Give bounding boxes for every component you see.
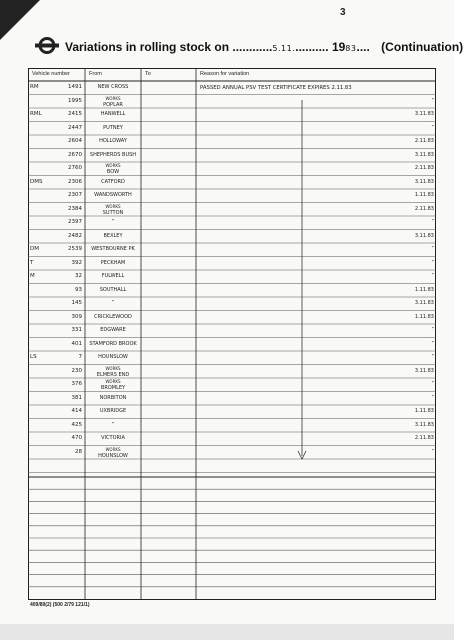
vehicle-type: T [30, 259, 34, 266]
vehicle-number: 470 [71, 435, 82, 441]
from-location: ELMERS END [96, 371, 130, 378]
from-location: BROMLEY [100, 385, 126, 391]
expiry-date: 2.11.83 [414, 435, 434, 441]
vehicle-number: 1995 [68, 97, 82, 104]
table-row [28, 135, 436, 149]
title-date: 5.11. [272, 44, 296, 53]
from-location: BOW [106, 169, 120, 175]
table-row [28, 365, 436, 379]
title-year-prefix: 19 [331, 40, 346, 54]
from-prefix: WORKS [105, 95, 121, 101]
vehicle-type: LS [30, 354, 37, 360]
from-location: POPLAR [103, 101, 123, 108]
table-row [28, 351, 436, 365]
vehicle-type [30, 365, 50, 379]
vehicle-type [30, 311, 50, 325]
table-row [28, 405, 436, 419]
vehicle-number: 2384 [68, 205, 82, 212]
from-garage: PUTNEY [103, 124, 123, 131]
vehicle-type: DM [30, 246, 39, 252]
table-row [28, 243, 436, 257]
expiry-date: ” [431, 124, 434, 131]
from-garage: HOUNSLOW [98, 354, 128, 360]
vehicle-type [30, 338, 50, 352]
expiry-date: 2.11.83 [414, 165, 434, 171]
table-row [28, 203, 436, 217]
vehicle-type [30, 189, 50, 203]
expiry-date: 3.11.83 [414, 151, 434, 158]
table-row [28, 108, 436, 122]
table-row [28, 95, 436, 109]
page-number: 3 [340, 7, 346, 18]
title-year: 83 [345, 44, 357, 53]
expiry-date: 2.11.83 [414, 138, 434, 144]
table-row [28, 176, 436, 190]
expiry-date: 1.11.83 [414, 192, 434, 198]
vehicle-type: RM [30, 84, 39, 90]
title-continuation: (Continuation) [381, 40, 463, 54]
vehicle-type [30, 216, 50, 230]
expiry-date: ” [431, 381, 434, 387]
page-bottom-edge [0, 624, 454, 640]
vehicle-number: 93 [75, 286, 82, 293]
from-prefix: WORKS [105, 203, 121, 209]
vehicle-number: 2604 [68, 138, 82, 144]
from-garage: VICTORIA [101, 435, 125, 441]
vehicle-type [30, 230, 50, 244]
from-garage: FULWELL [101, 273, 125, 279]
from-garage: BEXLEY [103, 232, 123, 239]
column-header-reason: Reason for variation [200, 71, 250, 77]
from-garage: CRICKLEWOOD [94, 313, 132, 320]
from-garage: NORBITON [99, 394, 127, 401]
vehicle-type [30, 135, 50, 149]
from-location: SUTTON [102, 209, 124, 216]
column-header-to: To [145, 71, 151, 77]
vehicle-number: 145 [71, 300, 82, 306]
from-garage: NEW CROSS [97, 84, 129, 90]
table-row [28, 81, 436, 95]
column-header-vehicle: Vehicle number [32, 71, 70, 77]
vehicle-number: 2306 [68, 178, 82, 185]
table-row [28, 149, 436, 163]
vehicle-type [30, 95, 50, 109]
from-garage: HANWELL [100, 111, 126, 117]
table-row [28, 378, 436, 392]
vehicle-type [30, 297, 50, 311]
table-row [28, 297, 436, 311]
table-row [28, 446, 436, 460]
table-row [28, 311, 436, 325]
vehicle-number: 376 [71, 381, 82, 387]
from-garage [86, 446, 140, 460]
from-garage: EDGWARE [100, 327, 126, 333]
expiry-date: ” [431, 259, 434, 266]
from-garage: PECKHAM [100, 259, 126, 266]
vehicle-number: 425 [71, 421, 82, 428]
vehicle-number: 28 [75, 448, 82, 455]
expiry-date: ” [431, 327, 434, 333]
vehicle-number: 381 [71, 394, 82, 401]
vehicle-number: 2397 [68, 219, 82, 225]
from-prefix: WORKS [105, 365, 121, 371]
table-row [28, 324, 436, 338]
table-row [28, 216, 436, 230]
expiry-date: 1.11.83 [414, 313, 434, 320]
expiry-date: ” [431, 354, 434, 360]
table-row [28, 122, 436, 136]
from-prefix: WORKS [105, 446, 121, 452]
vehicle-type: DMS [30, 178, 43, 185]
expiry-date [380, 81, 434, 95]
expiry-date: 3.11.83 [414, 367, 434, 374]
vehicle-number: 2447 [68, 124, 82, 131]
expiry-date: 3.11.83 [414, 111, 434, 117]
vehicle-number: 2415 [68, 111, 82, 117]
table-row [28, 432, 436, 446]
vehicle-number: 2760 [68, 165, 82, 171]
page-corner-shadow [0, 0, 40, 40]
reason-text: PASSED ANNUAL PSV TEST CERTIFICATE EXPIRES 2.11.83 [200, 85, 352, 91]
vehicle-number: 414 [71, 408, 82, 414]
from-garage: ” [111, 219, 115, 225]
from-garage [86, 365, 140, 379]
vehicle-type [30, 405, 50, 419]
vehicle-type [30, 284, 50, 298]
vehicle-type [30, 149, 50, 163]
expiry-date: 1.11.83 [414, 286, 434, 293]
from-garage: ” [111, 300, 115, 306]
from-garage: SHEPHERDS BUSH [89, 151, 137, 158]
table-row [28, 257, 436, 271]
table-row [28, 270, 436, 284]
expiry-date: 3.11.83 [414, 300, 434, 306]
vehicle-number: 230 [71, 367, 82, 374]
vehicle-number: 2539 [68, 246, 82, 252]
vehicle-type [30, 203, 50, 217]
page-title: Variations in rolling stock on ............5.11........... 1983.... (Continuation) [65, 40, 463, 54]
vehicle-number: 401 [71, 340, 82, 347]
expiry-date: ” [431, 219, 434, 225]
table-row [28, 189, 436, 203]
expiry-date: 3.11.83 [414, 421, 434, 428]
vehicle-number: 392 [71, 259, 82, 266]
vehicle-number: 331 [71, 327, 82, 333]
table-row [28, 284, 436, 298]
from-garage [86, 95, 140, 109]
form-code: 409/89(2) (500 2/79 121/1) [30, 602, 90, 608]
expiry-date: ” [431, 394, 434, 401]
vehicle-number: 2307 [68, 192, 82, 198]
vehicle-number: 1491 [68, 84, 82, 90]
vehicle-number: 7 [78, 354, 82, 360]
from-garage [86, 378, 140, 392]
variation-table [28, 68, 436, 600]
vehicle-type [30, 378, 50, 392]
vehicle-type [30, 122, 50, 136]
vehicle-number: 2670 [68, 151, 82, 158]
title-prefix: Variations in rolling stock on [65, 40, 230, 54]
from-location: HOUNSLOW [98, 452, 128, 459]
table-row [28, 230, 436, 244]
expiry-date: ” [431, 448, 434, 455]
vehicle-type [30, 432, 50, 446]
vehicle-type [30, 392, 50, 406]
expiry-date: 2.11.83 [414, 205, 434, 212]
from-garage: UXBRIDGE [99, 408, 127, 414]
expiry-date: 3.11.83 [414, 178, 434, 185]
from-prefix: WORKS [105, 163, 121, 168]
from-garage [86, 162, 140, 176]
vehicle-number: 32 [75, 273, 82, 279]
vehicle-type [30, 162, 50, 176]
vehicle-number: 309 [71, 313, 82, 320]
vehicle-type: M [30, 273, 35, 279]
expiry-date: ” [431, 273, 434, 279]
table-row [28, 419, 436, 433]
from-garage: WANDSWORTH [94, 192, 132, 198]
from-garage: CATFORD [101, 178, 125, 185]
expiry-date: 3.11.83 [414, 232, 434, 239]
london-transport-roundel-icon [35, 36, 59, 55]
vehicle-type [30, 324, 50, 338]
column-header-from: From [89, 71, 102, 77]
from-garage [86, 203, 140, 217]
table-row [28, 338, 436, 352]
vehicle-type [30, 446, 50, 460]
vehicle-number: 2482 [68, 232, 82, 239]
vehicle-type [30, 419, 50, 433]
from-garage: STAMFORD BROOK [89, 340, 137, 347]
expiry-date: ” [431, 97, 434, 104]
from-garage: HOLLOWAY [99, 138, 127, 144]
from-prefix: WORKS [105, 379, 121, 384]
expiry-date: ” [431, 340, 434, 347]
from-garage: ” [111, 421, 115, 428]
from-garage: SOUTHALL [99, 286, 127, 293]
expiry-date: ” [431, 246, 434, 252]
table-row [28, 392, 436, 406]
table-row [28, 162, 436, 176]
expiry-date: 1.11.83 [414, 408, 434, 414]
vehicle-type: RML [30, 111, 42, 117]
from-garage: WESTBOURNE PK [91, 246, 135, 252]
